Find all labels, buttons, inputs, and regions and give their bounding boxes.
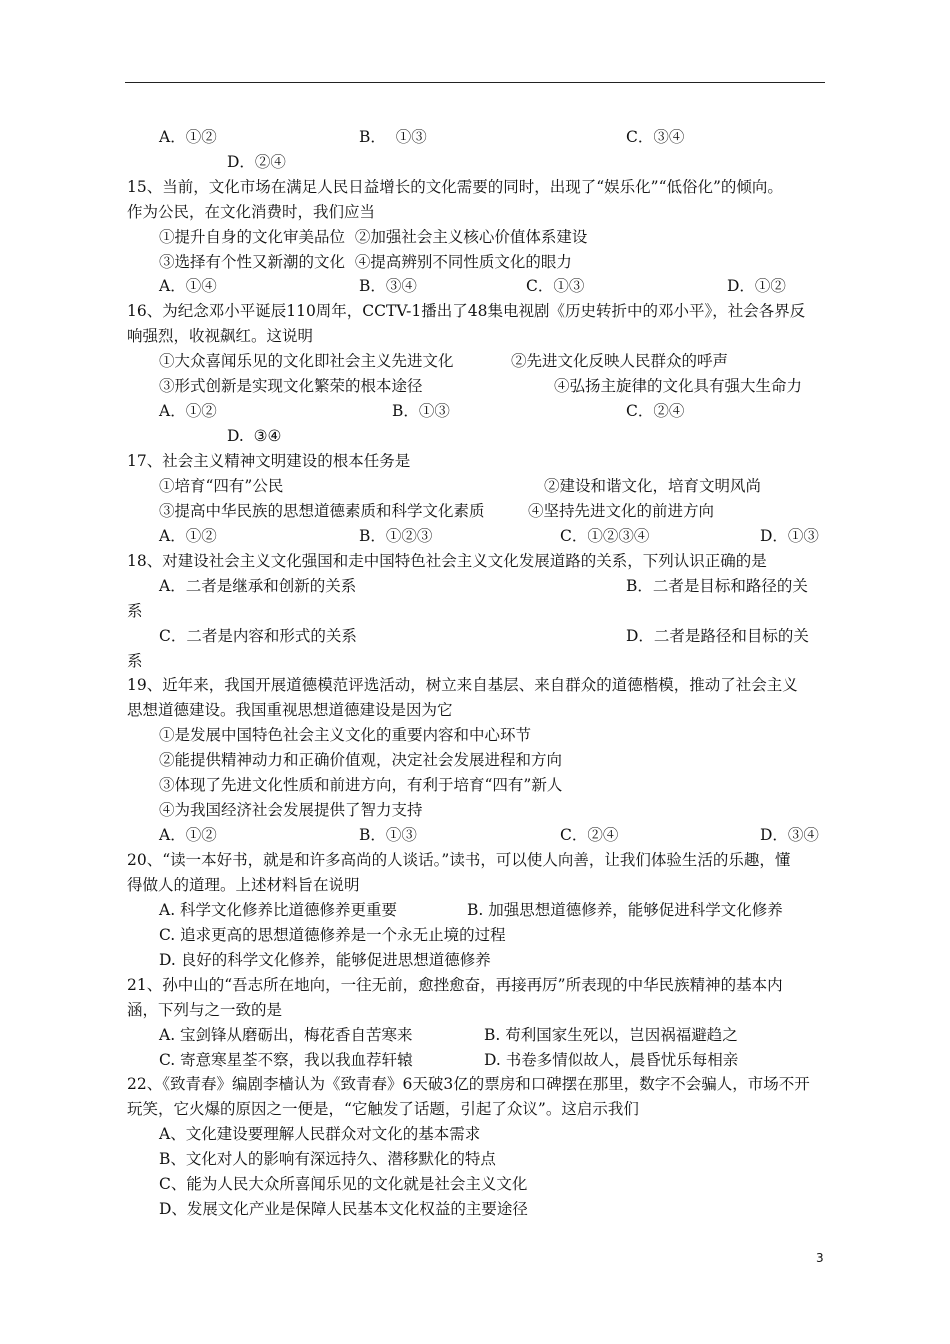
q16-option-c: C．②④ [626, 402, 685, 420]
q22-stem-line1: 22、《致青春》编剧李樯认为《致青春》6天破3亿的票房和口碑摆在那里，数字不会骗人，市场不开 [127, 1075, 810, 1093]
q17-option-c: C．①②③④ [560, 527, 650, 545]
q22-stem-line2: 玩笑，它火爆的原因之一便是，“它触发了话题，引起了众议”。这启示我们 [127, 1100, 639, 1118]
q19-option-a: A．①② [159, 826, 217, 844]
header-rule [125, 82, 825, 83]
q16-option-b: B．①③ [392, 402, 450, 420]
q17-item-1: ①培育“四有”公民 [159, 477, 284, 495]
q22-option-a: A、文化建设要理解人民群众对文化的基本需求 [159, 1125, 481, 1143]
q18-option-d: D．二者是路径和目标的关 [626, 627, 809, 645]
page-number: 3 [816, 1251, 824, 1265]
q20-option-c: C. 追求更高的思想道德修养是一个永无止境的过程 [159, 926, 506, 944]
q16-option-d: D. ③④ [227, 427, 282, 445]
q19-stem-line1: 19、近年来，我国开展道德模范评选活动，树立来自基层、来自群众的道德楷模，推动了社会主义 [127, 676, 798, 694]
q18-option-d-wrap: 系 [127, 652, 143, 670]
q19-item-4: ④为我国经济社会发展提供了智力支持 [159, 801, 423, 819]
q22-option-b: B、文化对人的影响有深远持久、潜移默化的特点 [159, 1150, 496, 1168]
q22-option-d: D、发展文化产业是保障人民基本文化权益的主要途径 [159, 1200, 528, 1218]
q15-option-b: B．③④ [359, 277, 417, 295]
q15-stem-line1: 15、当前，文化市场在满足人民日益增长的文化需要的同时，出现了“娱乐化”“低俗化”的倾向。 [127, 178, 783, 196]
q19-item-1: ①是发展中国特色社会主义文化的重要内容和中心环节 [159, 726, 532, 744]
q19-option-d: D．③④ [760, 826, 819, 844]
q20-option-d: D. 良好的科学文化修养，能够促进思想道德修养 [159, 951, 491, 969]
q17-item-4: ④坚持先进文化的前进方向 [528, 502, 715, 520]
q18-option-a: A．二者是继承和创新的关系 [159, 577, 357, 595]
q14-option-d: D．②④ [227, 153, 286, 171]
q20-stem-line1: 20、“读一本好书，就是和许多高尚的人谈话。”读书，可以使人向善，让我们体验生活的乐趣，懂 [127, 851, 791, 869]
q17-item-3: ③提高中华民族的思想道德素质和科学文化素质 [159, 502, 485, 520]
q19-item-3: ③体现了先进文化性质和前进方向，有利于培育“四有”新人 [159, 776, 563, 794]
q20-option-a: A. 科学文化修养比道德修养更重要 [159, 901, 398, 919]
q17-option-d: D．①③ [760, 527, 819, 545]
q16-option-a: A．①② [159, 402, 217, 420]
q20-stem-line2: 得做人的道理。上述材料旨在说明 [127, 876, 360, 894]
q16-item-2: ②先进文化反映人民群众的呼声 [511, 352, 729, 370]
q14-option-c: C．③④ [626, 128, 685, 146]
q18-option-b-wrap: 系 [127, 602, 143, 620]
q16-item-1: ①大众喜闻乐见的文化即社会主义先进文化 [159, 352, 454, 370]
q18-option-c: C．二者是内容和形式的关系 [159, 627, 357, 645]
q21-option-b: B. 苟利国家生死以，岂因祸福避趋之 [484, 1026, 738, 1044]
q15-items-line1: ①提升自身的文化审美品位 ②加强社会主义核心价值体系建设 [159, 228, 588, 246]
q19-option-c: C．②④ [560, 826, 619, 844]
q15-option-c: C．①③ [526, 277, 585, 295]
q15-option-a: A．①④ [159, 277, 217, 295]
q15-items-line2: ③选择有个性又新潮的文化 ④提高辨别不同性质文化的眼力 [159, 253, 572, 271]
q15-option-d: D．①② [727, 277, 786, 295]
q17-option-b: B．①②③ [359, 527, 433, 545]
q19-item-2: ②能提供精神动力和正确价值观，决定社会发展进程和方向 [159, 751, 563, 769]
q21-option-a: A. 宝剑锋从磨砺出，梅花香自苦寒来 [159, 1026, 413, 1044]
q21-option-d: D. 书卷多情似故人，晨昏忧乐每相亲 [484, 1051, 739, 1069]
q14-option-b: B． ①③ [359, 128, 427, 146]
q14-option-a: A．①② [159, 128, 217, 146]
q16-item-3: ③形式创新是实现文化繁荣的根本途径 [159, 377, 423, 395]
q18-stem: 18、对建设社会主义文化强国和走中国特色社会主义文化发展道路的关系，下列认识正确的是 [127, 552, 767, 570]
q20-option-b: B. 加强思想道德修养，能够促进科学文化修养 [467, 901, 783, 919]
q17-stem: 17、社会主义精神文明建设的根本任务是 [127, 452, 411, 470]
q21-stem-line2: 涵，下列与之一致的是 [127, 1001, 283, 1019]
q19-option-b: B．①③ [359, 826, 417, 844]
q16-stem-line2: 响强烈，收视飙红。这说明 [127, 327, 314, 345]
q21-option-c: C. 寄意寒星荃不察，我以我血荐轩辕 [159, 1051, 413, 1069]
q17-option-a: A．①② [159, 527, 217, 545]
q17-item-2: ②建设和谐文化，培育文明风尚 [544, 477, 762, 495]
q15-stem-line2: 作为公民，在文化消费时，我们应当 [127, 203, 376, 221]
q22-option-c: C、能为人民大众所喜闻乐见的文化就是社会主义文化 [159, 1175, 528, 1193]
q19-stem-line2: 思想道德建设。我国重视思想道德建设是因为它 [127, 701, 453, 719]
q18-option-b: B．二者是目标和路径的关 [626, 577, 808, 595]
q16-stem-line1: 16、为纪念邓小平诞辰110周年，CCTV-1播出了48集电视剧《历史转折中的邓小平》，社会各界反 [127, 302, 806, 320]
q21-stem-line1: 21、孙中山的“吾志所在地向，一往无前，愈挫愈奋，再接再厉”所表现的中华民族精神的基本内 [127, 976, 783, 994]
q16-item-4: ④弘扬主旋律的文化具有强大生命力 [554, 377, 803, 395]
